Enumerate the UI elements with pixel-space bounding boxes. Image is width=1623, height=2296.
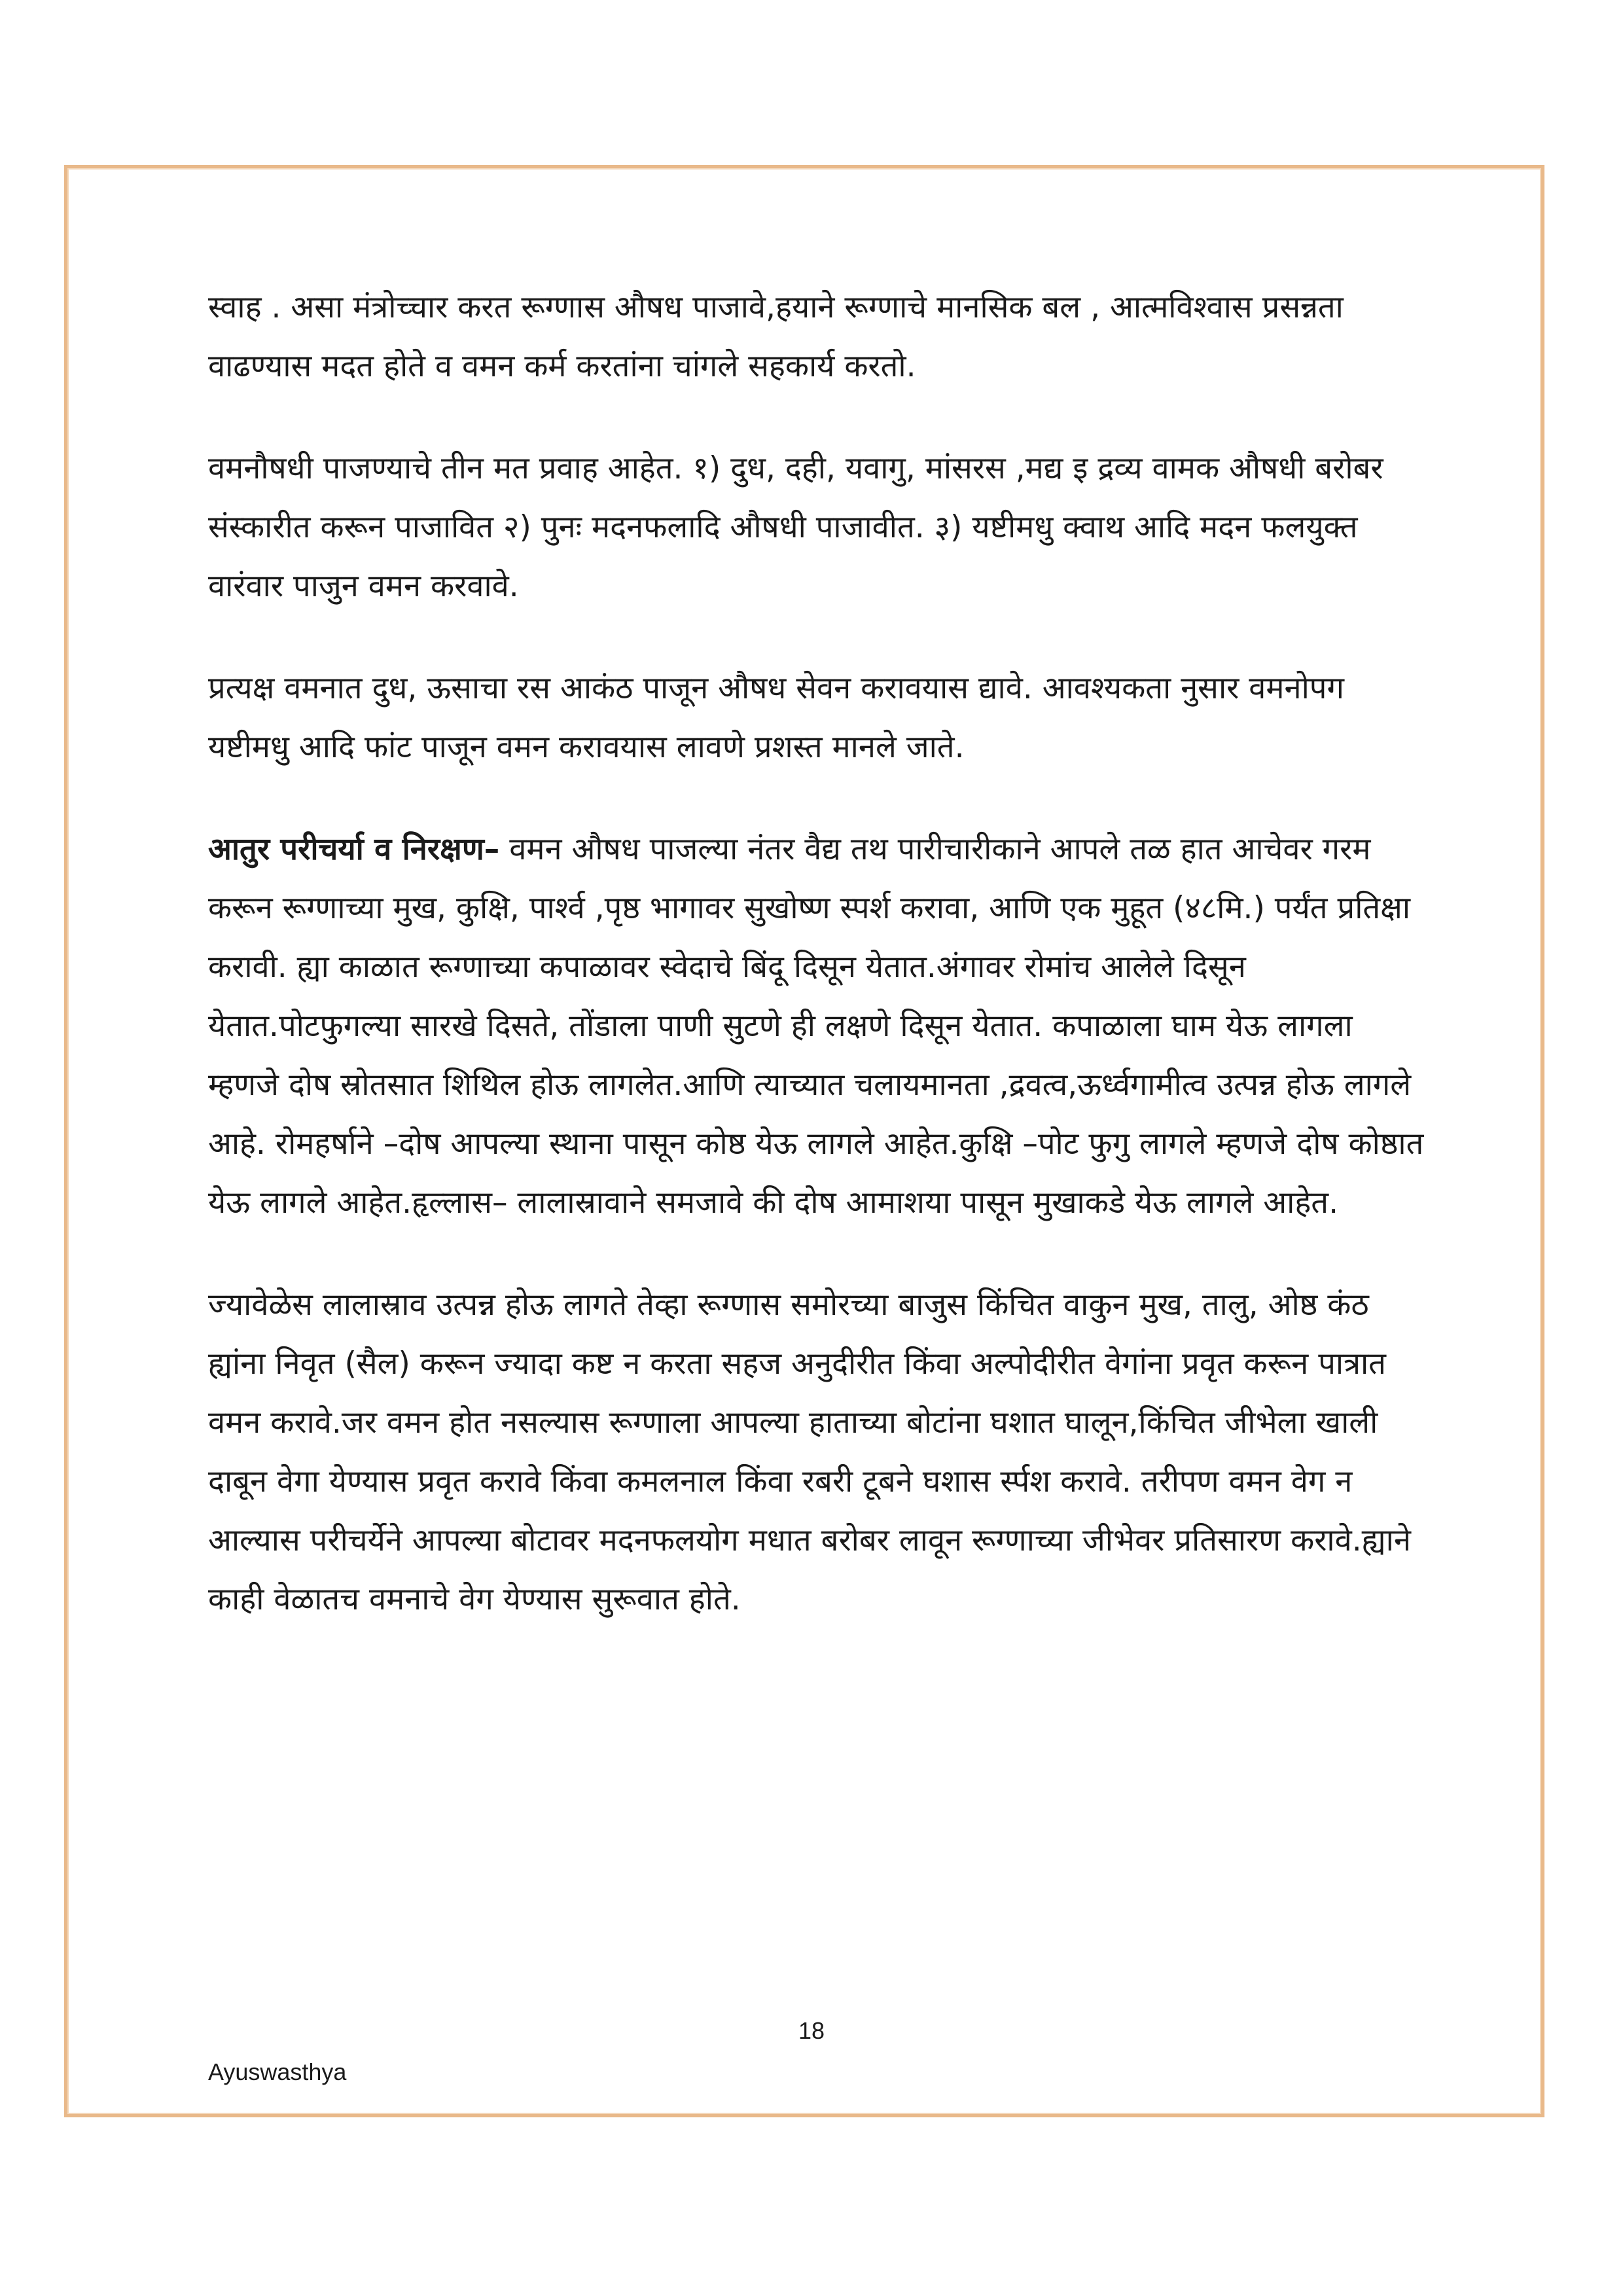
paragraph-text: स्वाह . असा मंत्रोच्चार करत रूग्णास औषध पाजावे,हयाने रूग्णाचे मानसिक बल , आत्मविश्वास प्रसन्नता वाढण्यास मदत होते व वमन कर्म करतांना चांगले सहकार्य करतो.	[208, 289, 1344, 384]
page-number: 18	[798, 2017, 825, 2044]
paragraph-patient-care	[208, 820, 1432, 1232]
paragraph-mantra	[208, 278, 1432, 396]
paragraph-salivation-procedure	[208, 1276, 1432, 1629]
paragraph-text: वमन औषध पाजल्या नंतर वैद्य तथ पारीचारीकाने आपले तळ हात आचेवर गरम करून रूग्णाच्या मुख, कुक्षि, पार्श्व ,पृष्ठ भागावर सुखोष्ण स्पर्श करावा, आणि एक मुहूत (४८मि.) पर्यंत प्रतिक्षा करावी. ह्या काळात रूग्णाच्या कपाळावर स्वेदाचे बिंदू दिसून येतात.अंगावर रोमांच आलेले दिसून येतात.पोटफुगल्या सारखे दिसते, तोंडाला पाणी सुटणे ही लक्षणे दिसून येतात. कपाळाला घाम येऊ लागला म्हणजे दोष स्रोतसात शिथिल होऊ लागलेत.आणि त्याच्यात चलायमानता ,द्रवत्व,ऊर्ध्वगामीत्व उत्पन्न होऊ लागले आहे. रोमहर्षाने –दोष आपल्या स्थाना पासून कोष्ठ येऊ लागले आहेत.कुक्षि –पोट फुगु लागले म्हणजे दोष कोष्ठात येऊ लागले आहेत.हृल्लास– लालास्रावाने समजावे की दोष आमाशया पासून मुखाकडे येऊ लागले आहेत.	[208, 831, 1424, 1221]
paragraph-direct-vamana	[208, 659, 1432, 777]
paragraph-administration-methods	[208, 439, 1432, 616]
footer-brand: Ayuswasthya	[208, 2058, 347, 2085]
document-body	[208, 278, 1432, 1672]
paragraph-text: वमनौषधी पाजण्याचे तीन मत प्रवाह आहेत. १) दुध, दही, यवागु, मांसरस ,मद्य इ द्रव्य वामक औषधी बरोबर संस्कारीत करून पाजावित २) पुनः मदनफलादि औषधी पाजावीत. ३) यष्टीमधु क्वाथ आदि मदन फलयुक्त वारंवार पाजुन वमन करवावे.	[208, 450, 1383, 604]
section-heading: आतुर परीचर्या व निरक्षण–	[208, 831, 500, 867]
paragraph-text: प्रत्यक्ष वमनात दुध, ऊसाचा रस आकंठ पाजून औषध सेवन करावयास द्यावे. आवश्यकता नुसार वमनोपग यष्टीमधु आदि फांट पाजून वमन करावयास लावणे प्रशस्त मानले जाते.	[208, 670, 1344, 765]
paragraph-text: ज्यावेळेस लालास्राव उत्पन्न होऊ लागते तेव्हा रूग्णास समोरच्या बाजुस किंचित वाकुन मुख, तालु, ओष्ठ कंठ ह्यांना निवृत (सैल) करून ज्यादा कष्ट न करता सहज अनुदीरीत किंवा अल्पोदीरीत वेगांना प्रवृत करून पात्रात वमन करावे.जर वमन होत नसल्यास रूग्णाला आपल्या हाताच्या बोटांना घशात घालून,किंचित जीभेला खाली दाबून वेगा येण्यास प्रवृत करावे किंवा कमलनाल किंवा रबरी टूबने घशास र्स्पश करावे. तरीपण वमन वेग न आल्यास परीचर्येने आपल्या बोटावर मदनफलयोग मधात बरोबर लावून रूग्णाच्या जीभेवर प्रतिसारण करावे.ह्याने काही वेळातच वमनाचे वेग येण्यास सुरूवात होते.	[208, 1287, 1411, 1617]
